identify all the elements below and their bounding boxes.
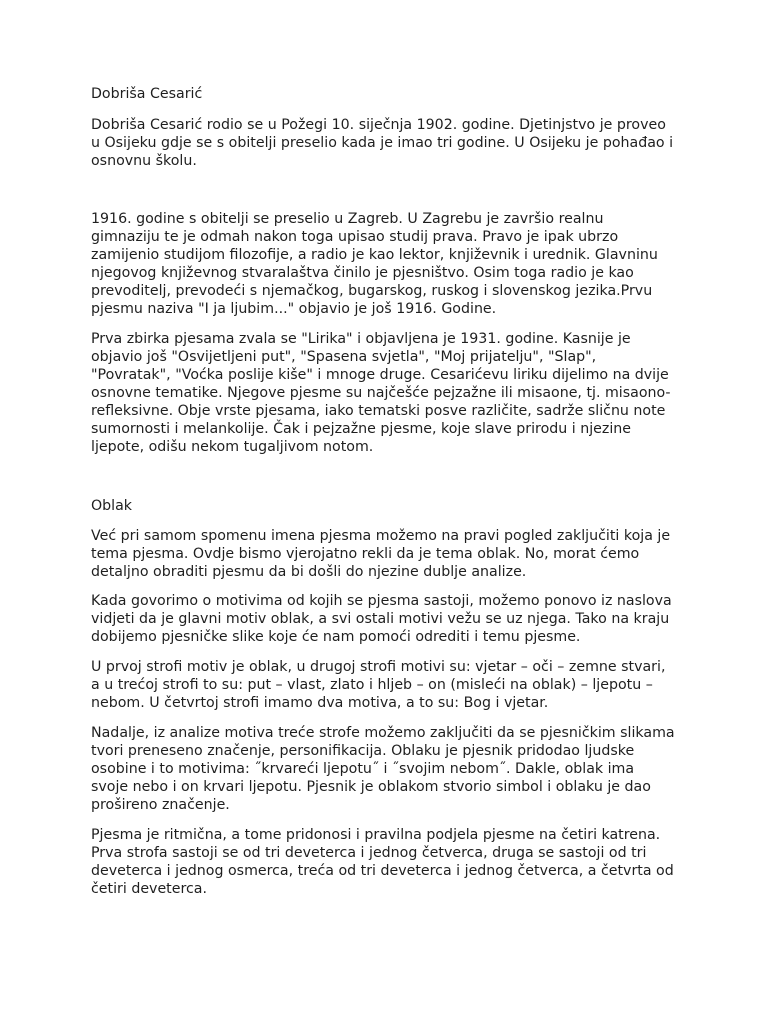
- text-line: dobijemo pjesničke slike koje će nam pomoći odrediti i temu pjesme.: [91, 629, 581, 645]
- text-line: Kada govorimo o motivima od kojih se pjesma sastoji, možemo ponovo iz naslova: [91, 593, 672, 609]
- text-line: nebom. U četvrtoj strofi imamo dva motiva, a to su: Bog i vjetar.: [91, 695, 549, 711]
- text-line: sumornosti i melankolije. Čak i pejzažne pjesme, koje slave prirodu i njezine: [91, 421, 631, 437]
- text-line: ljepote, odišu nekom tugaljivom notom.: [91, 439, 374, 455]
- text-line: Dobriša Cesarić rodio se u Požegi 10. siječnja 1902. godine. Djetinjstvo je proveo: [91, 117, 666, 133]
- section-heading: Oblak: [91, 498, 133, 514]
- text-line: osnovne tematike. Njegove pjesme su najčešće pejzažne ili misaone, tj. misaono-: [91, 385, 671, 401]
- document-title: Dobriša Cesarić: [91, 86, 203, 102]
- text-line: osobine i to motivima: ˝krvareći ljepotu˝ i ˝svojim nebom˝. Dakle, oblak ima: [91, 761, 635, 777]
- text-line: Prva zbirka pjesama zvala se "Lirika" i objavljena je 1931. godine. Kasnije je: [91, 331, 631, 347]
- text-line: Prva strofa sastoji se od tri deveterca i jednog četverca, druga se sastoji od tri: [91, 845, 647, 861]
- text-line: njegovog književnog stvaralaštva činilo je pjesništvo. Osim toga radio je kao: [91, 265, 634, 281]
- text-line: gimnaziju te je odmah nakon toga upisao studij prava. Pravo je ipak ubrzo: [91, 229, 619, 245]
- text-line: U prvoj strofi motiv je oblak, u drugoj strofi motivi su: vjetar – oči – zemne stvari,: [91, 659, 666, 675]
- text-line: vidjeti da je glavni motiv oblak, a svi ostali motivi vežu se uz njega. Tako na kraju: [91, 611, 670, 627]
- text-line: prošireno značenje.: [91, 797, 230, 813]
- text-line: 1916. godine s obitelji se preselio u Zagreb. U Zagrebu je završio realnu: [91, 211, 604, 227]
- text-line: tvori preneseno značenje, personifikacija. Oblaku je pjesnik pridodao ljudske: [91, 743, 635, 759]
- text-line: četiri deveterca.: [91, 881, 207, 897]
- text-line: refleksivne. Obje vrste pjesama, iako tematski posve različite, sadrže sličnu note: [91, 403, 666, 419]
- text-line: detaljno obraditi pjesmu da bi došli do njezine dublje analize.: [91, 564, 527, 580]
- text-line: u Osijeku gdje se s obitelji preselio kada je imao tri godine. U Osijeku je pohađao i: [91, 135, 674, 151]
- text-line: Već pri samom spomenu imena pjesma možemo na pravi pogled zaključiti koja je: [91, 528, 671, 544]
- text-line: Pjesma je ritmična, a tome pridonosi i pravilna podjela pjesme na četiri katrena.: [91, 827, 661, 843]
- text-line: prevoditelj, prevodeći s njemačkog, bugarskog, ruskog i slovenskog jezika.Prvu: [91, 283, 653, 299]
- text-line: osnovnu školu.: [91, 153, 197, 169]
- text-line: zamijenio studijom filozofije, a radio je kao lektor, književnik i urednik. Glavninu: [91, 247, 658, 263]
- text-line: svoje nebo i on krvari ljepotu. Pjesnik je oblakom stvorio simbol i oblaku je dao: [91, 779, 651, 795]
- text-line: pjesmu naziva "I ja ljubim..." objavio je još 1916. Godine.: [91, 301, 497, 317]
- text-line: Nadalje, iz analize motiva treće strofe možemo zaključiti da se pjesničkim slikama: [91, 725, 675, 741]
- text-line: "Povratak", "Voćka poslije kiše" i mnoge druge. Cesarićevu liriku dijelimo na dvije: [91, 367, 669, 383]
- text-line: objavio još "Osvijetljeni put", "Spasena svjetla", "Moj prijatelju", "Slap",: [91, 349, 597, 365]
- text-line: deveterca i jednog osmerca, treća od tri deveterca i jednog četverca, a četvrta od: [91, 863, 674, 879]
- text-line: tema pjesma. Ovdje bismo vjerojatno rekli da je tema oblak. No, morat ćemo: [91, 546, 640, 562]
- text-line: a u trećoj strofi to su: put – vlast, zlato i hljeb – on (misleći na oblak) – ljepotu –: [91, 677, 653, 693]
